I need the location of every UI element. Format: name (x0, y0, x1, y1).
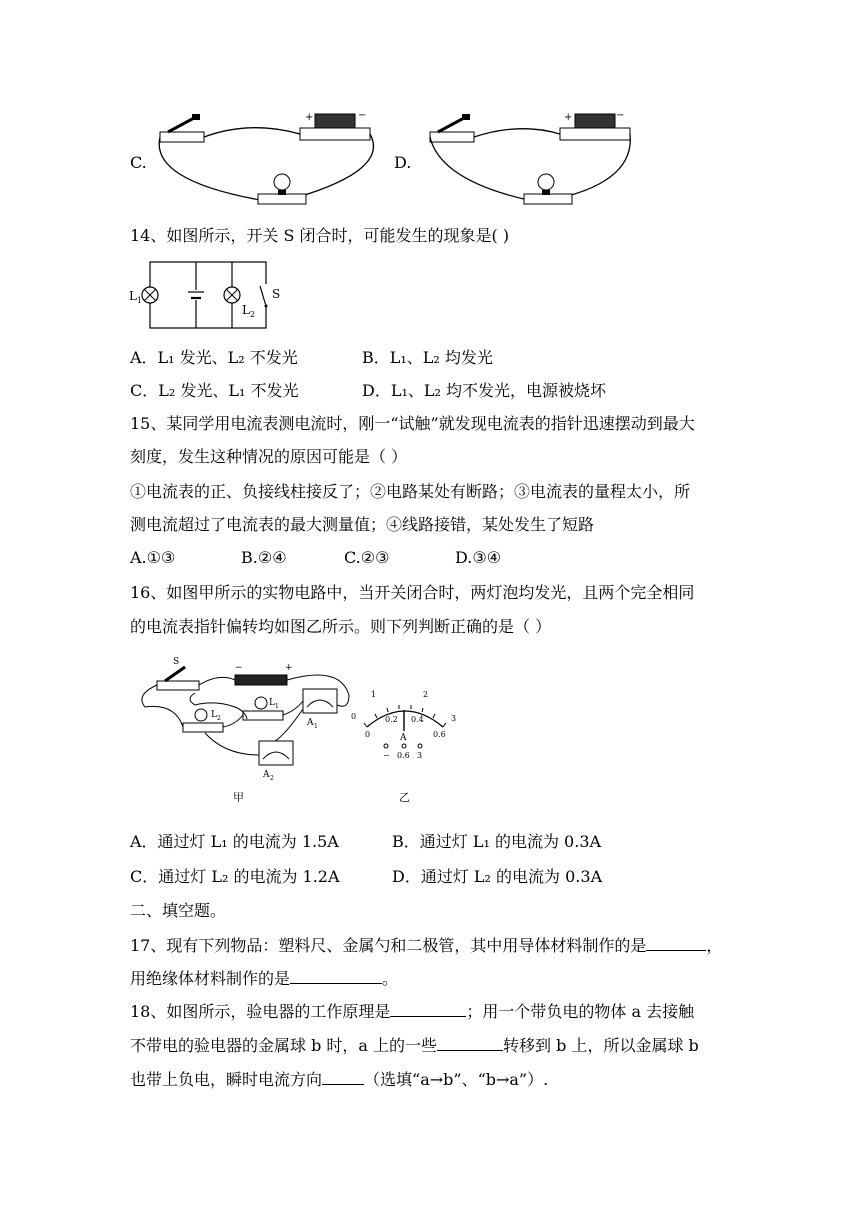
switch-base (430, 132, 474, 142)
wire-switch-battery (199, 677, 235, 685)
terminal-neg (384, 744, 388, 748)
battery-minus: − (358, 110, 367, 121)
wire-top (474, 129, 560, 137)
battery-base (300, 128, 370, 140)
bulb-l1-base (243, 711, 283, 720)
terminal-3 (418, 744, 422, 748)
q13-option-c-label[interactable]: C. (130, 153, 147, 172)
dial-arc (367, 711, 443, 727)
bulb-socket (278, 190, 286, 195)
terminal-label-3: 3 (417, 751, 423, 760)
q16-figure-jia (135, 655, 355, 803)
terminal-label-06: 0.6 (397, 751, 410, 760)
switch-s-pivot (265, 305, 268, 308)
q17-text-2: ， (706, 936, 723, 955)
q17-blank-1[interactable] (646, 934, 706, 951)
q15-option-c[interactable]: C.②③ (344, 548, 390, 567)
q15-option-b[interactable]: B.②④ (241, 548, 287, 567)
label-yi: 乙 (399, 791, 410, 804)
label-jia: 甲 (233, 791, 244, 803)
wire-top (204, 128, 300, 137)
q14-option-d[interactable]: D．L₁、L₂ 均不发光，电源被烧坏 (362, 381, 606, 400)
wire-l2-l1 (223, 715, 243, 727)
label-l1: L (129, 289, 137, 303)
battery-plus: + (305, 112, 314, 123)
wire-switch-l2 (142, 685, 183, 727)
outer-tick-0: 0 (351, 712, 357, 721)
q15-line-4: 测电流超过了电流表的最大测量值；④线路接错，某处发生了短路 (130, 515, 595, 534)
bulb-l2-base (183, 723, 223, 732)
label-a1: A (307, 718, 314, 728)
q18-text-3: 不带电的验电器的金属球 b 时，a 上的一些 (130, 1036, 438, 1055)
label-a2: A (263, 770, 270, 780)
switch-base (160, 132, 204, 142)
q18-blank-3[interactable] (322, 1068, 364, 1085)
q18-text-2: ；用一个带负电的物体 a 去接触 (466, 1002, 695, 1021)
q16-figure-yi-meter-dial (345, 685, 475, 805)
inner-tick-0: 0 (365, 730, 371, 739)
ammeter-a1 (303, 689, 337, 713)
q14-stem: 14、如图所示，开关 S 闭合时，可能发生的现象是( ) (130, 226, 510, 245)
bulb-base (524, 194, 572, 204)
battery-plus: + (564, 112, 573, 123)
inner-tick-1: 0.2 (385, 715, 398, 724)
q16-option-a[interactable]: A．通过灯 L₁ 的电流为 1.5A (130, 832, 339, 851)
label-l1-sub: 1 (275, 703, 279, 710)
battery-minus: − (616, 110, 625, 121)
switch-blade (165, 667, 185, 681)
q18-text-4: 转移到 b 上，所以金属球 b (503, 1036, 699, 1055)
bulb-icon (538, 174, 554, 190)
q16-option-d[interactable]: D．通过灯 L₂ 的电流为 0.3A (392, 867, 603, 886)
q18-blank-2[interactable] (437, 1034, 503, 1051)
q13-figure-c (150, 110, 380, 208)
battery-pack (235, 675, 287, 685)
q15-option-d[interactable]: D.③④ (455, 548, 502, 567)
dial-tick-5 (422, 708, 423, 712)
label-l2-sub: 2 (217, 715, 221, 722)
dial-tick-0 (364, 723, 367, 727)
label-a1-sub: 1 (314, 723, 318, 730)
wire-right (295, 134, 373, 198)
battery-minus: − (235, 663, 243, 673)
wire-left (159, 137, 260, 200)
q16-option-c[interactable]: C．通过灯 L₂ 的电流为 1.2A (130, 867, 340, 886)
dial-tick-7 (443, 723, 446, 727)
battery-cell (315, 114, 355, 128)
q16-option-b[interactable]: B．通过灯 L₁ 的电流为 0.3A (392, 832, 602, 851)
circuit-outline (150, 262, 266, 328)
switch-handle (462, 114, 470, 120)
bulb-l1-icon (255, 697, 267, 709)
q14-option-a[interactable]: A．L₁ 发光、L₂ 不发光 (130, 348, 298, 367)
q13-option-d-label[interactable]: D. (394, 153, 412, 172)
dial-tick-1 (375, 714, 377, 718)
inner-tick-3: 0.6 (433, 730, 446, 739)
label-l1-sub: 1 (137, 296, 143, 305)
q15-line-2: 刻度，发生这种情况的原因可能是（ ） (130, 447, 408, 466)
q18-blank-1[interactable] (390, 1000, 466, 1017)
outer-tick-2: 2 (423, 690, 429, 699)
q17-text-4: 。 (382, 969, 399, 988)
q15-line-1: 15、某同学用电流表测电流时，刚一“试触”就发现电流表的指针迅速摆动到最大 (130, 414, 695, 433)
outer-tick-3: 3 (451, 714, 457, 723)
q18-text-1: 18、如图所示，验电器的工作原理是 (130, 1002, 391, 1021)
switch-handle (192, 114, 200, 120)
label-l2: L (211, 710, 217, 720)
label-a2-sub: 2 (270, 775, 274, 782)
meter-unit: A (400, 733, 407, 743)
label-l1: L (269, 698, 275, 708)
dial-tick-2 (387, 708, 388, 712)
wire-left (430, 137, 528, 200)
bulb-socket (542, 190, 550, 195)
bulb-base (258, 194, 306, 204)
q18-text-5: 也带上负电，瞬时电流方向 (130, 1070, 323, 1089)
label-s: S (272, 287, 281, 301)
q18-line-1 (130, 1000, 694, 1023)
q16-line-1: 16、如图甲所示的实物电路中，当开关闭合时，两灯泡均发光，且两个完全相同 (130, 583, 695, 602)
label-l2: L (242, 303, 250, 317)
q17-line-2 (130, 967, 398, 990)
q16-line-2: 的电流表指针偏转均如图乙所示。则下列判断正确的是（ ） (130, 617, 552, 636)
label-l2-sub: 2 (250, 310, 256, 319)
bulb-icon (274, 174, 290, 190)
q15-option-a[interactable]: A.①③ (130, 548, 176, 567)
battery-plus: + (285, 663, 293, 673)
q17-text-3: 用绝缘体材料制作的是 (130, 969, 291, 988)
switch-blade (168, 118, 194, 132)
wire-a2-l2 (205, 733, 259, 755)
section-fill-in-title: 二、填空题。 (130, 901, 227, 920)
wire-right (560, 134, 630, 198)
bulb-l2-icon (195, 709, 207, 721)
q18-text-6: （选填“a→b”、“b→a”）. (364, 1070, 549, 1089)
battery-base (560, 128, 630, 140)
q17-line-1 (130, 934, 722, 957)
q17-blank-2[interactable] (290, 967, 382, 984)
battery-cell (575, 114, 615, 128)
outer-tick-1: 1 (371, 690, 377, 699)
q17-text-1: 17、现有下列物品：塑料尺、金属勺和二极管，其中用导体材料制作的是 (130, 936, 647, 955)
q18-line-2 (130, 1034, 699, 1057)
switch-blade (438, 118, 464, 132)
q15-line-3: ①电流表的正、负接线柱接反了；②电路某处有断路；③电流表的量程太小，所 (130, 482, 691, 501)
q18-line-3 (130, 1068, 548, 1091)
label-s: S (173, 657, 180, 667)
q14-option-b[interactable]: B．L₁、L₂ 均发光 (362, 348, 493, 367)
inner-tick-2: 0.4 (411, 715, 424, 724)
dial-tick-6 (433, 714, 435, 718)
switch-base (157, 681, 199, 690)
ammeter-a2 (259, 741, 293, 765)
q14-option-c[interactable]: C．L₂ 发光、L₁ 不发光 (130, 381, 299, 400)
terminal-06 (402, 744, 406, 748)
terminal-label-neg: − (383, 751, 390, 760)
q13-figure-d (420, 110, 640, 208)
q14-circuit-diagram (128, 256, 288, 336)
